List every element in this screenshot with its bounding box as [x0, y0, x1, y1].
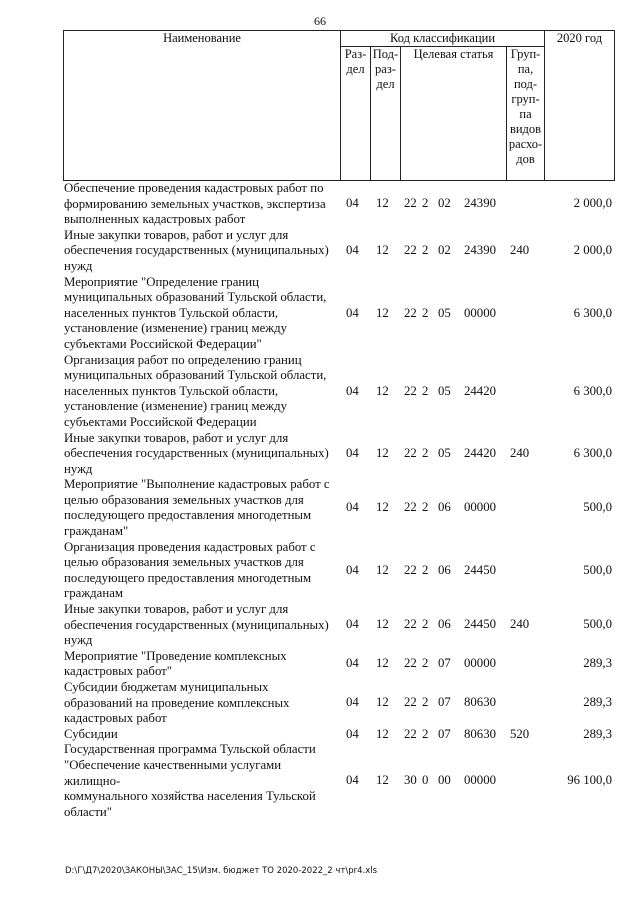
cell-c4: 24450 — [464, 563, 496, 578]
cell-c4: 24420 — [464, 383, 496, 398]
cell-c3: 05 — [438, 305, 451, 320]
group-line: под- — [513, 77, 538, 91]
row-name-line: обеспечения государственных (муниципальных) — [64, 617, 329, 632]
row-name — [64, 540, 332, 602]
cell-c4: 24450 — [464, 617, 496, 632]
cell-c2: 2 — [422, 305, 429, 320]
row-name-line: нужд — [64, 633, 93, 648]
cell-sum: 2 000,0 — [573, 196, 612, 211]
table-row — [64, 649, 616, 680]
section-line: дел — [346, 62, 365, 76]
cell-c4: 80630 — [464, 726, 496, 741]
row-name-line: населенных пунктов Тульской области, — [64, 305, 279, 320]
row-name-line: установление (изменение) границ между — [64, 399, 287, 414]
table-row — [64, 680, 616, 727]
cell-rz: 04 — [346, 695, 359, 710]
cell-c1: 22 — [404, 617, 417, 632]
cell-pr: 12 — [376, 563, 389, 578]
group-line: Груп- — [510, 47, 541, 61]
cell-sum: 500,0 — [583, 563, 612, 578]
page-number: 66 — [314, 14, 326, 28]
row-name — [64, 649, 332, 680]
cell-c4: 00000 — [464, 305, 496, 320]
row-name-line: обеспечения государственных (муниципальных) — [64, 243, 329, 258]
cell-c1: 22 — [404, 563, 417, 578]
row-name — [64, 727, 332, 743]
cell-rz: 04 — [346, 656, 359, 671]
cell-sum: 6 300,0 — [573, 383, 612, 398]
cell-pr: 12 — [376, 196, 389, 211]
header-classification: Код классификации — [341, 31, 545, 47]
header-section — [341, 47, 371, 181]
cell-c4: 24420 — [464, 446, 496, 461]
header-group — [507, 47, 545, 181]
row-name-line: области" — [64, 804, 113, 819]
row-name — [64, 275, 332, 353]
cell-c1: 22 — [404, 695, 417, 710]
group-line: расхо- — [508, 137, 543, 151]
cell-c1: 30 — [404, 773, 417, 788]
row-name — [64, 353, 332, 431]
cell-c2: 2 — [422, 383, 429, 398]
row-name — [64, 742, 332, 820]
cell-c2: 2 — [422, 243, 429, 258]
cell-rz: 04 — [346, 726, 359, 741]
row-name-line: последующего предоставления многодетным — [64, 570, 312, 585]
row-name — [64, 477, 332, 539]
cell-rz: 04 — [346, 305, 359, 320]
subsection-line: раз- — [375, 62, 396, 76]
header-target: Целевая статья — [401, 47, 507, 181]
cell-vr: 240 — [510, 446, 530, 461]
cell-c1: 22 — [404, 196, 417, 211]
cell-c3: 00 — [438, 773, 451, 788]
table-row — [64, 431, 616, 478]
cell-sum: 500,0 — [583, 500, 612, 515]
row-name-line: Субсидии — [64, 726, 118, 741]
cell-c3: 05 — [438, 383, 451, 398]
cell-c1: 22 — [404, 305, 417, 320]
cell-pr: 12 — [376, 500, 389, 515]
header-subsection — [371, 47, 401, 181]
cell-c3: 06 — [438, 500, 451, 515]
row-name-line: кадастровых работ" — [64, 664, 172, 679]
table-body — [64, 181, 616, 820]
row-name — [64, 431, 332, 478]
table-row — [64, 727, 616, 743]
cell-c2: 2 — [422, 196, 429, 211]
cell-c2: 2 — [422, 726, 429, 741]
cell-c3: 07 — [438, 656, 451, 671]
cell-c4: 24390 — [464, 243, 496, 258]
row-name — [64, 602, 332, 649]
cell-sum: 2 000,0 — [573, 243, 612, 258]
row-name-line: формированию земельных участков, экспертиза — [64, 196, 326, 211]
cell-c1: 22 — [404, 243, 417, 258]
table-row — [64, 602, 616, 649]
cell-rz: 04 — [346, 196, 359, 211]
cell-c2: 2 — [422, 656, 429, 671]
cell-c2: 2 — [422, 563, 429, 578]
cell-rz: 04 — [346, 383, 359, 398]
group-line: видов — [509, 122, 542, 136]
cell-rz: 04 — [346, 563, 359, 578]
table-row — [64, 540, 616, 602]
file-path-footer: D:\Г\Д7\2020\ЗАКОНЫ\ЗАС_15\Изм. бюджет ТО 2020-2022_2 чт\pr4.xls — [65, 866, 378, 876]
table-row — [64, 275, 616, 353]
row-name-line: Иные закупки товаров, работ и услуг для — [64, 430, 289, 445]
row-name-line: последующего предоставления многодетным — [64, 508, 312, 523]
subsection-line: Под- — [372, 47, 399, 61]
row-name-line: нужд — [64, 258, 93, 273]
cell-pr: 12 — [376, 305, 389, 320]
cell-c1: 22 — [404, 656, 417, 671]
cell-vr: 240 — [510, 617, 530, 632]
row-name-line: обеспечения государственных (муниципальных) — [64, 446, 329, 461]
row-name-line: муниципальных образований Тульской области, — [64, 290, 327, 305]
cell-c3: 05 — [438, 446, 451, 461]
cell-vr: 240 — [510, 243, 530, 258]
table-header — [63, 30, 615, 181]
cell-c4: 24390 — [464, 196, 496, 211]
row-name — [64, 181, 332, 228]
cell-c3: 06 — [438, 617, 451, 632]
cell-c4: 00000 — [464, 773, 496, 788]
row-name-line: Организация работ по определению границ — [64, 352, 302, 367]
cell-rz: 04 — [346, 243, 359, 258]
row-name-line: установление (изменение) границ между — [64, 321, 287, 336]
row-name — [64, 680, 332, 727]
row-name-line: Мероприятие "Выполнение кадастровых работ с — [64, 477, 330, 492]
cell-pr: 12 — [376, 695, 389, 710]
table-row — [64, 353, 616, 431]
cell-c1: 22 — [404, 726, 417, 741]
cell-pr: 12 — [376, 773, 389, 788]
cell-rz: 04 — [346, 500, 359, 515]
cell-c3: 07 — [438, 726, 451, 741]
row-name-line: населенных пунктов Тульской области, — [64, 383, 279, 398]
row-name-line: выполненных кадастровых работ — [64, 212, 246, 227]
cell-rz: 04 — [346, 617, 359, 632]
table-row — [64, 228, 616, 275]
row-name-line: Мероприятие "Определение границ — [64, 274, 259, 289]
group-line: па, — [517, 62, 534, 76]
table-row — [64, 181, 616, 228]
group-line: груп- — [511, 92, 540, 106]
cell-pr: 12 — [376, 243, 389, 258]
cell-c2: 2 — [422, 446, 429, 461]
row-name-line: коммунального хозяйства населения Тульской — [64, 789, 316, 804]
cell-c2: 2 — [422, 617, 429, 632]
cell-c3: 02 — [438, 196, 451, 211]
group-line: па — [519, 107, 532, 121]
row-name-line: гражданам" — [64, 524, 129, 539]
cell-sum: 6 300,0 — [573, 446, 612, 461]
section-line: Раз- — [344, 47, 367, 61]
table-row — [64, 742, 616, 820]
cell-rz: 04 — [346, 773, 359, 788]
cell-sum: 96 100,0 — [567, 773, 612, 788]
row-name-line: Иные закупки товаров, работ и услуг для — [64, 602, 289, 617]
row-name-line: целью образования земельных участков для — [64, 492, 304, 507]
cell-c4: 00000 — [464, 656, 496, 671]
cell-c1: 22 — [404, 383, 417, 398]
cell-sum: 6 300,0 — [573, 305, 612, 320]
cell-vr: 520 — [510, 726, 530, 741]
cell-c4: 00000 — [464, 500, 496, 515]
cell-sum: 289,3 — [583, 726, 612, 741]
cell-c1: 22 — [404, 500, 417, 515]
row-name-line: муниципальных образований Тульской области, — [64, 368, 327, 383]
cell-c4: 80630 — [464, 695, 496, 710]
row-name-line: гражданам — [64, 586, 123, 601]
row-name-line: Субсидии бюджетам муниципальных — [64, 680, 269, 694]
cell-c2: 2 — [422, 500, 429, 515]
row-name — [64, 228, 332, 275]
cell-c3: 02 — [438, 243, 451, 258]
row-name-line: Обеспечение проведения кадастровых работ по — [64, 181, 324, 195]
cell-pr: 12 — [376, 383, 389, 398]
row-name-line: Мероприятие "Проведение комплексных — [64, 648, 287, 663]
row-name-line: нужд — [64, 461, 93, 476]
cell-sum: 289,3 — [583, 656, 612, 671]
row-name-line: образований на проведение комплексных — [64, 695, 290, 710]
header-year: 2020 год — [545, 31, 615, 181]
cell-pr: 12 — [376, 617, 389, 632]
row-name-line: целью образования земельных участков для — [64, 555, 304, 570]
row-name-line: субъектами Российской Федерации — [64, 414, 257, 429]
group-line: дов — [516, 152, 535, 166]
row-name-line: субъектами Российской Федерации" — [64, 336, 262, 351]
cell-sum: 289,3 — [583, 695, 612, 710]
cell-pr: 12 — [376, 726, 389, 741]
row-name-line: Иные закупки товаров, работ и услуг для — [64, 227, 289, 242]
row-name-line: "Обеспечение качественными услугами жилищно- — [64, 757, 282, 788]
subsection-line: дел — [376, 77, 395, 91]
cell-rz: 04 — [346, 446, 359, 461]
cell-c2: 2 — [422, 695, 429, 710]
header-name: Наименование — [64, 31, 341, 181]
cell-pr: 12 — [376, 446, 389, 461]
row-name-line: Государственная программа Тульской области — [64, 742, 316, 757]
cell-sum: 500,0 — [583, 617, 612, 632]
table-row — [64, 477, 616, 539]
cell-c3: 06 — [438, 563, 451, 578]
cell-c2: 0 — [422, 773, 429, 788]
row-name-line: Организация проведения кадастровых работ с — [64, 539, 316, 554]
cell-c1: 22 — [404, 446, 417, 461]
row-name-line: кадастровых работ — [64, 711, 167, 726]
cell-pr: 12 — [376, 656, 389, 671]
cell-c3: 07 — [438, 695, 451, 710]
